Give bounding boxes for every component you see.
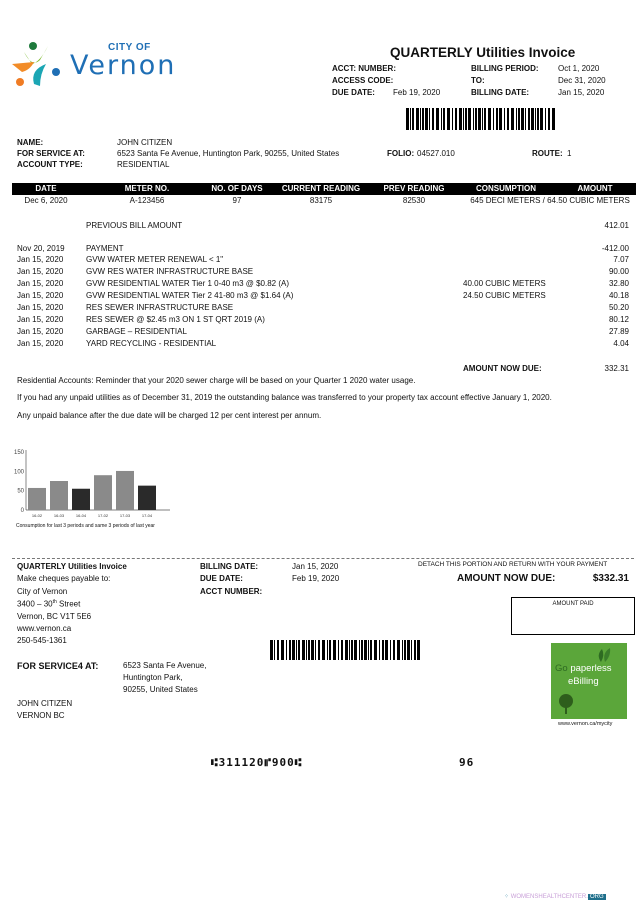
charge-date: Jan 15, 2020: [17, 291, 64, 300]
barcode-bar: [315, 640, 316, 660]
barcode-bar: [432, 108, 434, 130]
charge-amount: 40.18: [608, 291, 629, 300]
meter-days: 97: [232, 196, 242, 205]
barcode-bar: [535, 108, 536, 130]
barcode-bar: [468, 108, 471, 130]
barcode-bar: [270, 640, 273, 660]
charge-amount: 4.04: [613, 339, 629, 348]
chart-bar: [94, 475, 112, 510]
barcode-bar: [482, 108, 483, 130]
barcode-bar: [443, 108, 445, 130]
charge-date: Jan 15, 2020: [17, 315, 64, 324]
barcode-bar: [393, 640, 395, 660]
barcode-bar: [404, 640, 406, 660]
barcode-bar: [416, 108, 419, 130]
y-tick-label: 150: [13, 450, 24, 456]
amount-due-label: AMOUNT NOW DUE:: [463, 364, 542, 373]
barcode-bar: [277, 640, 279, 660]
x-tick-label: 16-03: [53, 513, 65, 518]
barcode-bar: [447, 108, 450, 130]
charge-desc: RES SEWER INFRASTRUCTURE BASE: [86, 303, 234, 312]
barcode-bar: [341, 640, 343, 660]
col-current-reading: CURRENT READING: [281, 184, 361, 193]
detach-instruction: DETACH THIS PORTION AND RETURN WITH YOUR PAYMENT: [418, 561, 608, 568]
meter-table-row: [12, 195, 636, 207]
barcode-bar: [499, 108, 502, 130]
barcode-bar: [302, 640, 305, 660]
leaf-icon: [596, 647, 612, 663]
street-name: Street: [56, 599, 81, 609]
previous-bill-label: PREVIOUS BILL AMOUNT: [86, 221, 183, 230]
barcode-bar: [463, 108, 464, 130]
ebill-paperless: paperless: [567, 663, 612, 674]
header-barcode: [406, 108, 558, 130]
logo-city-of: CITY OF: [108, 42, 151, 53]
barcode-bar: [496, 108, 498, 130]
route-value: 1: [567, 149, 572, 158]
micr-line: ⑆311120⑈900⑆: [211, 756, 303, 769]
detach-line: [12, 558, 634, 559]
dots-icon: ⁘: [504, 894, 511, 900]
charge-amount: 32.80: [608, 279, 629, 288]
barcode-bar: [436, 108, 439, 130]
due-date-value: Feb 19, 2020: [393, 88, 441, 97]
billing-date-value: Jan 15, 2020: [558, 88, 605, 97]
barcode-bar: [274, 640, 275, 660]
charge-desc: GVW WATER METER RENEWAL < 1": [86, 255, 224, 264]
charge-amount: 27.89: [608, 327, 629, 336]
chart-bar: [28, 488, 46, 510]
charge-amount: 80.12: [608, 315, 629, 324]
stub-amount-due-label: AMOUNT NOW DUE:: [457, 573, 556, 584]
y-tick-label: 100: [13, 469, 24, 476]
barcode-bar: [406, 108, 409, 130]
barcode-bar: [397, 640, 400, 660]
charge-desc: PAYMENT: [86, 244, 124, 253]
barcode-bar: [374, 640, 377, 660]
amount-paid-label: AMOUNT PAID: [552, 601, 594, 607]
y-tick-label: 0: [20, 508, 24, 514]
charge-date: Jan 15, 2020: [17, 267, 64, 276]
barcode-bar: [382, 640, 384, 660]
service-address-label: FOR SERVICE AT:: [17, 149, 85, 158]
barcode-bar: [475, 108, 477, 130]
charge-amount: 90.00: [608, 267, 629, 276]
access-code-label: ACCESS CODE:: [332, 76, 394, 85]
billing-period-value: Oct 1, 2020: [558, 64, 600, 73]
stub-amount-due-value: $332.31: [592, 573, 629, 584]
barcode-bar: [390, 640, 391, 660]
charge-date: Jan 15, 2020: [17, 303, 64, 312]
route-label: ROUTE:: [532, 149, 563, 158]
ebill-headline: [555, 663, 612, 674]
charge-desc: GVW RES WATER INFRASTRUCTURE BASE: [86, 267, 254, 276]
billing-date-label: BILLING DATE:: [471, 88, 530, 97]
x-tick-label: 16-02: [31, 513, 43, 518]
to-value: Dec 31, 2020: [558, 76, 606, 85]
charge-qty: 40.00 CUBIC METERS: [463, 279, 546, 288]
barcode-bar: [429, 108, 430, 130]
stub-street: [17, 599, 80, 609]
charge-date: Jan 15, 2020: [17, 255, 64, 264]
barcode-bar: [359, 640, 360, 660]
barcode-bar: [531, 108, 534, 130]
barcode-bar: [455, 108, 457, 130]
col-no-of-days: NO. OF DAYS: [211, 184, 263, 193]
col-consumption: CONSUMPTION: [476, 184, 536, 193]
x-tick-label: 17-03: [119, 513, 131, 518]
barcode-bar: [292, 640, 295, 660]
col-meter-no: METER NO.: [124, 184, 170, 193]
stub-phone: 250-545-1361: [17, 636, 67, 645]
stub-service-line-3: 90255, United States: [123, 685, 198, 694]
go-paperless-ebilling-badge[interactable]: [551, 643, 627, 719]
stub-due-date-label: DUE DATE:: [200, 574, 243, 583]
barcode-bar: [417, 640, 420, 660]
previous-bill-amount: 412.01: [604, 221, 629, 230]
barcode-bar: [338, 640, 339, 660]
charge-qty: 24.50 CUBIC METERS: [463, 291, 546, 300]
barcode-bar: [537, 108, 539, 130]
col-date: DATE: [35, 184, 57, 193]
barcode-bar: [368, 640, 369, 660]
street-suffix: th: [52, 599, 57, 605]
to-label: TO:: [471, 76, 485, 85]
stub-billing-date-value: Jan 15, 2020: [292, 562, 339, 571]
barcode-bar: [351, 640, 353, 660]
barcode-bar: [425, 108, 428, 130]
stub-acct-number-label: ACCT NUMBER:: [200, 587, 263, 596]
amount-due-value: 332.31: [604, 364, 629, 373]
barcode-bar: [402, 640, 403, 660]
note-sewer: Residential Accounts: Reminder that your 2020 sewer charge will be based on your Quarter 1 2020 water usage.: [17, 376, 416, 385]
stub-city: Vernon, BC V1T 5E6: [17, 612, 92, 621]
meter-consumption: 645 DECI METERS / 64.50 CUBIC METERS: [470, 196, 630, 205]
stub-website[interactable]: www.vernon.ca: [17, 624, 72, 633]
barcode-bar: [545, 108, 546, 130]
barcode-bar: [548, 108, 550, 130]
barcode-bar: [286, 640, 287, 660]
micr-check-number: 96: [459, 756, 475, 769]
barcode-bar: [414, 640, 416, 660]
x-tick-label: 17-02: [97, 513, 109, 518]
barcode-bar: [385, 640, 388, 660]
barcode-bar: [511, 108, 514, 130]
meter-current-reading: 83175: [309, 196, 333, 205]
meter-number: A-123456: [129, 196, 165, 205]
service-address-value: 6523 Santa Fe Avenue, Huntington Park, 90255, United States: [117, 149, 340, 158]
note-unpaid-transfer: If you had any unpaid utilities as of December 31, 2019 the outstanding balance was transferred to your property tax account effective January 1, 2020.: [17, 393, 552, 402]
due-date-label: DUE DATE:: [332, 88, 375, 97]
invoice-title: QUARTERLY Utilities Invoice: [390, 45, 576, 60]
barcode-bar: [289, 640, 291, 660]
account-type-value: RESIDENTIAL: [117, 160, 170, 169]
chart-caption: Consumption for last 3 periods and same 3 periods of last year: [16, 523, 155, 529]
barcode-bar: [379, 640, 380, 660]
city-of-vernon-logo: [10, 40, 185, 90]
ebill-url[interactable]: www.vernon.ca/mycity: [558, 721, 613, 727]
watermark-badge: ORG: [589, 894, 604, 900]
meter-table-header: [12, 183, 636, 195]
charge-amount: 50.20: [608, 303, 629, 312]
barcode-bar: [518, 108, 520, 130]
charge-desc: GVW RESIDENTIAL WATER Tier 2 41-80 m3 @ $1.64 (A): [86, 291, 294, 300]
barcode-bar: [493, 108, 494, 130]
charge-desc: GVW RESIDENTIAL WATER Tier 1 0-40 m3 @ $0.82 (A): [86, 279, 289, 288]
chart-bar: [116, 471, 134, 510]
barcode-bar: [504, 108, 505, 130]
logo-vernon: Vernon: [70, 50, 177, 81]
barcode-bar: [411, 640, 412, 660]
barcode-bar: [412, 108, 414, 130]
barcode-bar: [281, 640, 284, 660]
meter-date: Dec 6, 2020: [24, 196, 68, 205]
barcode-bar: [318, 640, 320, 660]
watermark: [504, 893, 606, 900]
barcode-bar: [521, 108, 524, 130]
charge-date: Jan 15, 2020: [17, 279, 64, 288]
barcode-bar: [327, 640, 328, 660]
barcode-bar: [478, 108, 481, 130]
folio-label: FOLIO:: [387, 149, 415, 158]
x-tick-label: 17-04: [141, 513, 153, 518]
barcode-bar: [465, 108, 467, 130]
chart-bar: [138, 486, 156, 510]
barcode-bar: [407, 640, 410, 660]
street-number: 3400 – 30: [17, 599, 53, 609]
vernon-emblem-icon: [10, 40, 70, 92]
barcode-bar: [308, 640, 310, 660]
x-tick-label: 16-04: [75, 513, 87, 518]
barcode-bar: [410, 108, 411, 130]
barcode-bar: [525, 108, 526, 130]
ebill-ebilling: eBilling: [568, 676, 599, 687]
watermark-text: WOMENSHEALTHCENTER.: [510, 894, 588, 900]
name-value: JOHN CITIZEN: [117, 138, 173, 147]
charge-amount: -412.00: [601, 244, 629, 253]
note-interest: Any unpaid balance after the due date will be charged 12 per cent interest per annum.: [17, 411, 322, 420]
barcode-bar: [329, 640, 331, 660]
y-tick-label: 50: [17, 488, 24, 495]
mailing-city: VERNON BC: [17, 711, 65, 720]
barcode-bar: [364, 640, 367, 660]
stub-payee: City of Vernon: [17, 587, 68, 596]
mailing-name: JOHN CITIZEN: [17, 699, 73, 708]
charge-desc: YARD RECYCLING - RESIDENTIAL: [86, 339, 217, 348]
charge-desc: GARBAGE – RESIDENTIAL: [86, 327, 187, 336]
chart-bar: [72, 489, 90, 510]
consumption-bar-chart: [10, 442, 185, 522]
tree-icon: [556, 693, 576, 715]
ebill-go: Go: [555, 663, 568, 674]
barcode-bar: [361, 640, 363, 660]
stub-barcode: [270, 640, 422, 660]
barcode-bar: [528, 108, 530, 130]
barcode-bar: [296, 640, 297, 660]
charge-date: Jan 15, 2020: [17, 327, 64, 336]
barcode-bar: [306, 640, 307, 660]
barcode-bar: [552, 108, 555, 130]
barcode-bar: [507, 108, 509, 130]
stub-due-date-value: Feb 19, 2020: [292, 574, 340, 583]
chart-bar: [50, 481, 68, 510]
barcode-bar: [349, 640, 350, 660]
barcode-bar: [311, 640, 314, 660]
charge-date: Jan 15, 2020: [17, 339, 64, 348]
barcode-bar: [420, 108, 421, 130]
barcode-bar: [484, 108, 486, 130]
account-type-label: ACCOUNT TYPE:: [17, 160, 83, 169]
barcode-bar: [422, 108, 424, 130]
barcode-bar: [516, 108, 517, 130]
name-label: NAME:: [17, 138, 44, 147]
barcode-bar: [441, 108, 442, 130]
col-amount: AMOUNT: [577, 184, 613, 193]
barcode-bar: [333, 640, 336, 660]
stub-title: QUARTERLY Utilities Invoice: [17, 562, 127, 571]
barcode-bar: [488, 108, 491, 130]
consumption-chart: [10, 442, 185, 532]
charge-amount: 7.07: [613, 255, 629, 264]
stub-service-line-1: 6523 Santa Fe Avenue,: [123, 661, 207, 670]
barcode-bar: [473, 108, 474, 130]
barcode-bar: [459, 108, 462, 130]
folio-value: 04527.010: [417, 149, 455, 158]
barcode-bar: [298, 640, 300, 660]
acct-number-label: ACCT: NUMBER:: [332, 64, 396, 73]
barcode-bar: [322, 640, 325, 660]
col-prev-reading: PREV READING: [383, 184, 445, 193]
barcode-bar: [345, 640, 348, 660]
stub-service-label: FOR SERVICE4 AT:: [17, 661, 99, 671]
billing-period-label: BILLING PERIOD:: [471, 64, 539, 73]
barcode-bar: [452, 108, 453, 130]
charge-date: Nov 20, 2019: [17, 244, 65, 253]
meter-prev-reading: 82530: [402, 196, 426, 205]
charge-desc: RES SEWER @ $2.45 m3 ON 1 ST QRT 2019 (A): [86, 315, 265, 324]
amount-paid-box[interactable]: [511, 597, 635, 635]
stub-payable-label: Make cheques payable to:: [17, 574, 111, 583]
barcode-bar: [540, 108, 543, 130]
barcode-bar: [354, 640, 357, 660]
barcode-bar: [370, 640, 372, 660]
stub-billing-date-label: BILLING DATE:: [200, 562, 259, 571]
stub-service-line-2: Huntington Park,: [123, 673, 183, 682]
